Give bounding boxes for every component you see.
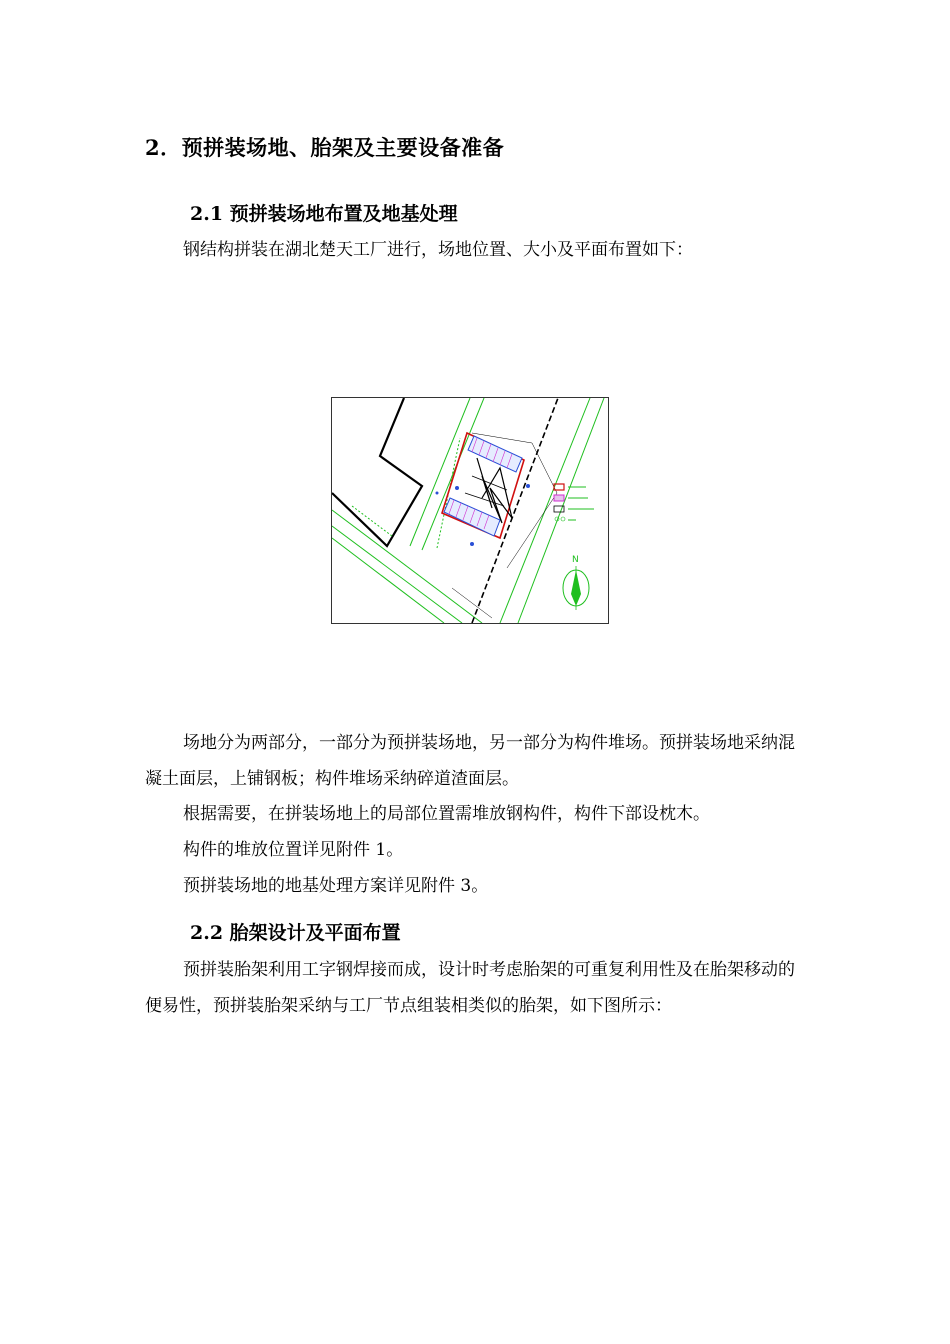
- section-heading-2: 2．预拼装场地、胎架及主要设备准备: [145, 135, 505, 160]
- building-outline: [332, 398, 422, 546]
- legend: [554, 484, 594, 521]
- site-layout-drawing: [332, 398, 608, 623]
- paragraph-steel-storage: 根据需要，在拼装场地上的局部位置需堆放钢构件，构件下部设枕木。: [183, 804, 710, 824]
- paragraph-jig-design: 预拼装胎架利用工字钢焊接而成，设计时考虑胎架的可重复利用性及在胎架移动的便易性，预拼装胎架采纳与工厂节点组装相类似的胎架，如下图所示：: [145, 960, 795, 1016]
- north-arrow-icon: [563, 555, 589, 610]
- subsection-heading-2-2: 2.2 胎架设计及平面布置: [190, 922, 401, 944]
- site-layout-figure: [331, 397, 609, 624]
- subsection-heading-2-1: 2.1 预拼装场地布置及地基处理: [190, 203, 458, 225]
- paragraph-attachment-1: 构件的堆放位置详见附件 1。: [183, 840, 404, 860]
- paragraph-attachment-3: 预拼装场地的地基处理方案详见附件 3。: [183, 876, 489, 896]
- paragraph-site-intro: 钢结构拼装在湖北楚天工厂进行，场地位置、大小及平面布置如下：: [183, 240, 693, 260]
- north-label: N: [572, 555, 579, 565]
- paragraph-site-division: 场地分为两部分，一部分为预拼装场地，另一部分为构件堆场。预拼装场地采纳混凝土面层，上铺钢板；构件堆场采纳碎道渣面层。: [145, 733, 795, 789]
